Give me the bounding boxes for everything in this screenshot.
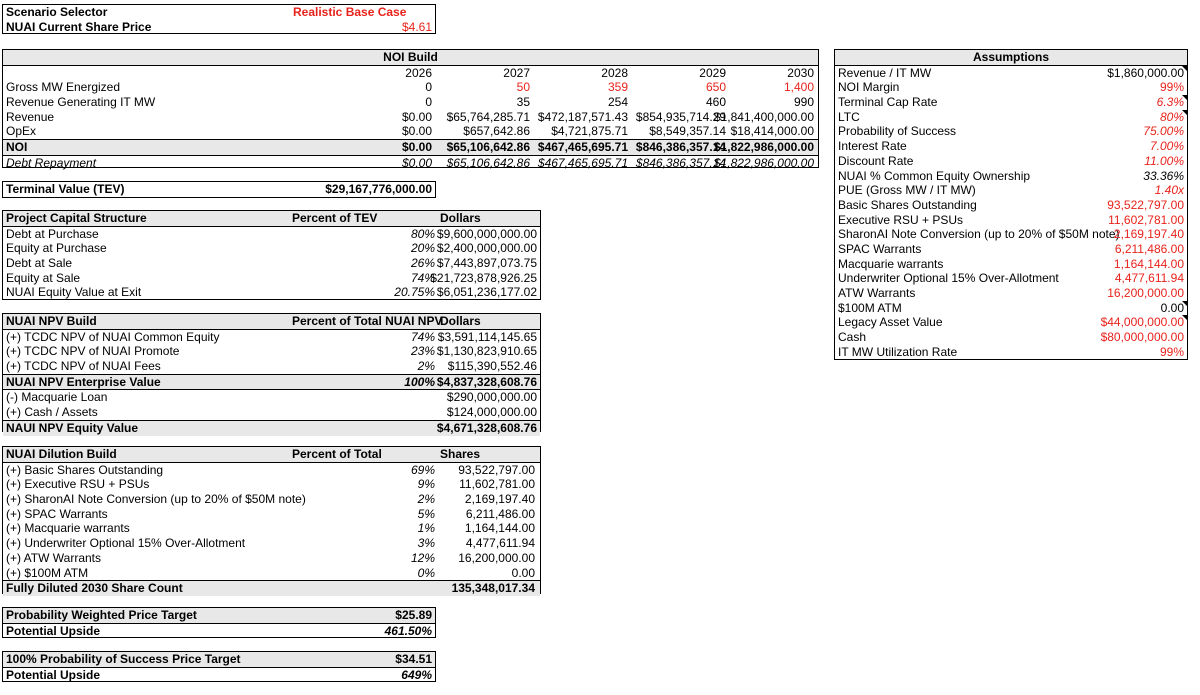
npv-row-dollars: $1,130,823,910.65 — [436, 344, 537, 359]
assumption-label: IT MW Utilization Rate — [838, 344, 958, 359]
capital-row-label: Equity at Purchase — [6, 241, 107, 256]
dilution-row-pct: 1% — [417, 521, 435, 536]
scenario-selector-row — [3, 5, 435, 20]
noi-cell: $0.00 — [401, 109, 432, 124]
noi-row — [3, 110, 818, 125]
npv-row-dollars: $4,837,328,608.76 — [436, 374, 537, 389]
noi-cell: $65,106,642.86 — [446, 155, 530, 170]
capital-row-pct: 26% — [410, 256, 435, 271]
noi-cell: $1,841,400,000.00 — [713, 109, 814, 124]
noi-row — [3, 95, 818, 110]
capital-row — [3, 227, 540, 242]
comment-indicator — [1182, 66, 1187, 71]
capital-row-pct: 74% — [410, 270, 435, 285]
capital-row-pct: 80% — [410, 226, 435, 241]
dilution-row — [3, 477, 540, 492]
npv-col-pct: Percent of Total NUAI NPV — [292, 314, 443, 328]
dilution-row-label: (+) Underwriter Optional 15% Over-Allotment — [6, 536, 246, 551]
noi-build-table — [2, 49, 819, 168]
noi-row — [3, 124, 818, 139]
dilution-row-pct: 12% — [410, 550, 435, 565]
capital-row-label: Debt at Purchase — [6, 226, 99, 241]
capital-row-pct: 20% — [410, 241, 435, 256]
npv-row — [3, 374, 540, 391]
dilution-row-label: (+) Basic Shares Outstanding — [6, 462, 164, 477]
dilution-row — [3, 580, 540, 596]
assumption-row — [835, 124, 1187, 139]
assumption-value: 0.00 — [1160, 300, 1184, 315]
npv-row-label: (+) TCDC NPV of NUAI Promote — [6, 344, 180, 359]
dilution-row-pct: 9% — [417, 477, 435, 492]
full-price-target-value: $34.51 — [395, 652, 432, 666]
noi-row — [3, 156, 818, 171]
dilution-row — [3, 521, 540, 536]
current-price-label: NUAI Current Share Price — [6, 19, 152, 34]
assumption-value[interactable]: 7.00% — [1149, 139, 1184, 154]
assumption-label: Basic Shares Outstanding — [838, 197, 977, 212]
pw-upside-row — [3, 624, 435, 639]
noi-cell: $0.00 — [401, 124, 432, 139]
noi-cell: $0.00 — [401, 140, 432, 155]
npv-row-dollars: $124,000,000.00 — [446, 405, 537, 420]
npv-row-label: (-) Macquarie Loan — [6, 390, 108, 405]
assumption-row — [835, 183, 1187, 198]
noi-cell: $472,187,571.43 — [537, 109, 628, 124]
noi-row-label: OpEx — [6, 124, 37, 139]
noi-row-label: Gross MW Energized — [6, 80, 121, 95]
noi-cell: $8,549,357.14 — [649, 124, 726, 139]
dilution-title: NUAI Dilution Build — [6, 447, 117, 461]
pw-upside-value: 461.50% — [384, 623, 432, 638]
dilution-row — [3, 507, 540, 522]
noi-cell[interactable]: 1,400 — [783, 80, 814, 95]
noi-cell: $0.00 — [401, 155, 432, 170]
noi-year-2027: 2027 — [503, 65, 530, 80]
noi-row-label: Debt Repayment — [6, 155, 97, 170]
npv-row-pct: 2% — [417, 359, 435, 374]
current-price-value[interactable]: $4.61 — [401, 19, 432, 34]
npv-row-pct: 100% — [404, 374, 435, 389]
noi-cell: $657,642.86 — [463, 124, 530, 139]
assumption-row — [835, 286, 1187, 301]
pw-price-target-box — [2, 607, 436, 638]
npv-row-label: (+) Cash / Assets — [6, 405, 98, 420]
assumption-value[interactable]: 6.3% — [1156, 95, 1184, 110]
assumption-value[interactable]: 11.00% — [1144, 153, 1184, 168]
noi-cell: $846,386,357.14 — [635, 155, 726, 170]
dilution-row-pct: 2% — [417, 492, 435, 507]
assumption-row — [835, 242, 1187, 257]
noi-cell: $467,465,695.71 — [537, 140, 628, 155]
capital-col-dollars: Dollars — [440, 211, 481, 225]
dilution-col-pct: Percent of Total — [292, 447, 382, 461]
noi-cell: 0 — [425, 80, 432, 95]
npv-row-dollars: $3,591,114,145.65 — [437, 329, 537, 344]
scenario-selector-label: Scenario Selector — [6, 5, 108, 19]
noi-cell: $846,386,357.14 — [635, 140, 726, 155]
capital-row — [3, 256, 540, 271]
capital-row-label: Equity at Sale — [6, 270, 81, 285]
assumption-row — [835, 198, 1187, 213]
assumption-value[interactable]: 2,169,197.40 — [1113, 227, 1184, 242]
tev-label: Terminal Value (TEV) — [6, 182, 125, 196]
assumption-label: Discount Rate — [838, 153, 914, 168]
assumption-value: $1,860,000.00 — [1107, 65, 1184, 80]
assumption-row — [835, 66, 1187, 81]
assumption-value[interactable]: 1.40x — [1154, 183, 1184, 198]
npv-col-dollars: Dollars — [440, 314, 481, 328]
pw-price-target-value: $25.89 — [395, 608, 432, 622]
current-price-row — [3, 20, 435, 35]
noi-cell: $4,721,875.71 — [551, 124, 628, 139]
noi-cell: 460 — [705, 95, 726, 110]
npv-row-label: NAUI NPV Equity Value — [6, 420, 139, 435]
pw-upside-label: Potential Upside — [6, 623, 101, 638]
noi-cell: $18,414,000.00 — [730, 124, 814, 139]
noi-cell: $467,465,695.71 — [537, 155, 628, 170]
dilution-build-table — [2, 446, 541, 594]
dilution-row-pct: 0% — [417, 565, 435, 580]
npv-header — [3, 314, 540, 330]
capital-row-dollars: $21,723,878,926.25 — [430, 270, 537, 285]
dilution-row-pct: 69% — [410, 462, 435, 477]
npv-row-label: (+) TCDC NPV of NUAI Common Equity — [6, 329, 220, 344]
npv-row — [3, 359, 540, 374]
noi-build-header — [3, 50, 818, 66]
assumption-row — [835, 169, 1187, 184]
dilution-row — [3, 463, 540, 478]
noi-cell: 254 — [607, 95, 628, 110]
noi-years-row — [3, 66, 818, 81]
capital-col-pct: Percent of TEV — [292, 211, 378, 225]
capital-row — [3, 271, 540, 286]
scenario-box — [2, 4, 436, 34]
assumption-label: $100M ATM — [838, 300, 902, 315]
noi-row-label: Revenue — [6, 109, 55, 124]
npv-row — [3, 344, 540, 359]
dilution-col-shares: Shares — [440, 447, 481, 461]
assumptions-header — [835, 50, 1187, 66]
assumption-row — [835, 95, 1187, 110]
noi-row — [3, 80, 818, 95]
comment-indicator — [1182, 95, 1187, 100]
noi-year-2026: 2026 — [405, 65, 432, 80]
assumption-row — [835, 257, 1187, 272]
npv-row — [3, 390, 540, 405]
dilution-row-label: (+) $100M ATM — [6, 565, 89, 580]
assumption-value[interactable]: 1,164,144.00 — [1113, 256, 1184, 271]
assumption-row — [835, 315, 1187, 330]
dilution-row — [3, 551, 540, 566]
noi-year-2028: 2028 — [601, 65, 628, 80]
dilution-row-label: (+) Macquarie warrants — [6, 521, 130, 536]
capital-row-dollars: $9,600,000,000.00 — [436, 226, 537, 241]
capital-title: Project Capital Structure — [6, 211, 147, 225]
capital-row-dollars: $7,443,897,073.75 — [436, 256, 537, 271]
noi-cell: 35 — [516, 95, 530, 110]
assumption-label: SPAC Warrants — [838, 241, 922, 256]
assumption-label: Cash — [838, 330, 867, 345]
assumption-value: 33.36% — [1143, 168, 1184, 183]
capital-row — [3, 285, 540, 300]
dilution-row-shares: 16,200,000.00 — [458, 550, 535, 565]
assumption-label: SharonAI Note Conversion (up to 20% of $50M note) — [838, 227, 1120, 242]
noi-cell: $854,935,714.29 — [635, 109, 726, 124]
noi-row — [3, 139, 818, 156]
npv-row-dollars: $115,390,552.46 — [447, 359, 537, 374]
npv-row-pct: 74% — [410, 329, 435, 344]
dilution-row-label: (+) SharonAI Note Conversion (up to 20% of $50M note) — [6, 492, 306, 507]
assumptions-title: Assumptions — [972, 50, 1049, 64]
assumption-value[interactable]: 99% — [1159, 344, 1184, 359]
full-upside-label: Potential Upside — [6, 667, 101, 682]
dilution-row-shares: 4,477,611.94 — [465, 536, 535, 551]
assumption-row — [835, 80, 1187, 95]
dilution-row-label: (+) ATW Warrants — [6, 550, 102, 565]
assumption-row — [835, 227, 1187, 242]
assumption-row — [835, 213, 1187, 228]
assumption-label: Probability of Success — [838, 124, 957, 139]
assumption-row — [835, 154, 1187, 169]
capital-row-pct: 20.75% — [394, 285, 435, 300]
assumption-label: Executive RSU + PSUs — [838, 212, 964, 227]
assumption-label: NUAI % Common Equity Ownership — [838, 168, 1031, 183]
assumption-label: NOI Margin — [838, 80, 900, 95]
assumption-value[interactable]: 93,522,797.00 — [1107, 197, 1184, 212]
dilution-row-shares: 0.00 — [511, 565, 535, 580]
dilution-row-shares: 6,211,486.00 — [465, 506, 535, 521]
dilution-row-shares: 1,164,144.00 — [464, 521, 535, 536]
dilution-row-shares: 93,522,797.00 — [458, 462, 535, 477]
noi-cell: $1,822,986,000.00 — [713, 155, 814, 170]
full-upside-row — [3, 668, 435, 683]
full-price-target-row — [3, 652, 435, 668]
npv-row — [3, 405, 540, 420]
assumption-label: Macquarie warrants — [838, 256, 944, 271]
noi-row-label: NOI — [6, 140, 28, 155]
dilution-row-shares: 2,169,197.40 — [464, 492, 535, 507]
dilution-row-label: Fully Diluted 2030 Share Count — [6, 581, 183, 596]
npv-row-dollars: $290,000,000.00 — [446, 390, 537, 405]
noi-year-2030: 2030 — [787, 65, 814, 80]
capital-row — [3, 241, 540, 256]
capital-row-label: NUAI Equity Value at Exit — [6, 285, 142, 300]
npv-row-label: (+) TCDC NPV of NUAI Fees — [6, 359, 161, 374]
noi-cell: $65,106,642.86 — [446, 140, 530, 155]
assumption-row — [835, 139, 1187, 154]
assumption-value[interactable]: 99% — [1159, 80, 1184, 95]
dilution-row-shares: 11,602,781.00 — [459, 477, 535, 492]
assumption-label: Interest Rate — [838, 139, 907, 154]
assumption-label: Revenue / IT MW — [838, 65, 932, 80]
capital-row-dollars: $2,400,000,000.00 — [436, 241, 537, 256]
npv-title: NUAI NPV Build — [6, 314, 97, 328]
assumption-label: ATW Warrants — [838, 286, 916, 300]
assumption-value[interactable]: 4,477,611.94 — [1114, 271, 1184, 286]
dilution-row-label: (+) SPAC Warrants — [6, 506, 108, 521]
assumption-value[interactable]: $80,000,000.00 — [1100, 330, 1184, 345]
npv-row — [3, 420, 540, 436]
dilution-row-shares: 135,348,017.34 — [451, 581, 535, 596]
dilution-row — [3, 536, 540, 551]
capital-row-dollars: $6,051,236,177.02 — [436, 285, 537, 300]
noi-build-title: NOI Build — [383, 50, 438, 64]
capital-header — [3, 211, 540, 227]
assumption-label: PUE (Gross MW / IT MW) — [838, 183, 976, 198]
noi-cell: $1,822,986,000.00 — [713, 140, 814, 155]
capital-structure-table — [2, 210, 541, 300]
dilution-row-pct: 5% — [417, 506, 435, 521]
scenario-selector-value[interactable]: Realistic Base Case — [293, 5, 407, 19]
assumption-value[interactable]: 16,200,000.00 — [1107, 286, 1184, 300]
tev-row — [3, 182, 435, 197]
pw-price-target-label: Probability Weighted Price Target — [6, 608, 197, 622]
assumption-row — [835, 345, 1187, 360]
assumption-value[interactable]: 75.00% — [1143, 124, 1184, 139]
assumption-row — [835, 110, 1187, 125]
noi-cell[interactable]: 359 — [607, 80, 628, 95]
noi-cell[interactable]: 650 — [705, 80, 726, 95]
pw-price-target-row — [3, 608, 435, 624]
comment-indicator — [1182, 301, 1187, 306]
tev-box — [2, 181, 436, 198]
npv-build-table — [2, 313, 541, 435]
noi-cell: $65,764,285.71 — [446, 109, 530, 124]
assumption-value[interactable]: $44,000,000.00 — [1100, 315, 1184, 330]
assumption-row — [835, 330, 1187, 345]
npv-row-pct: 23% — [410, 344, 435, 359]
assumption-row — [835, 301, 1187, 316]
dilution-row-label: (+) Executive RSU + PSUs — [6, 477, 150, 492]
noi-row-label: Revenue Generating IT MW — [6, 95, 156, 110]
comment-indicator — [1182, 315, 1187, 320]
dilution-row — [3, 492, 540, 507]
noi-cell: 0 — [425, 95, 432, 110]
assumption-label: Underwriter Optional 15% Over-Allotment — [838, 271, 1059, 286]
assumption-value[interactable]: 11,602,781.00 — [1108, 212, 1184, 227]
full-upside-value: 649% — [401, 667, 432, 682]
npv-row-dollars: $4,671,328,608.76 — [436, 420, 537, 435]
assumption-label: Terminal Cap Rate — [838, 95, 938, 110]
full-price-target-box — [2, 651, 436, 682]
noi-cell[interactable]: 50 — [516, 80, 530, 95]
assumptions-table — [834, 49, 1188, 360]
assumption-row — [835, 271, 1187, 286]
assumption-value[interactable]: 6,211,486.00 — [1114, 241, 1184, 256]
npv-row — [3, 330, 540, 345]
dilution-header — [3, 447, 540, 463]
full-price-target-label: 100% Probability of Success Price Target — [6, 652, 241, 666]
assumption-label: LTC — [838, 109, 860, 124]
npv-row-label: NUAI NPV Enterprise Value — [6, 374, 161, 389]
tev-value: $29,167,776,000.00 — [325, 182, 432, 196]
capital-row-label: Debt at Sale — [6, 256, 73, 271]
noi-year-2029: 2029 — [699, 65, 726, 80]
assumption-value[interactable]: 80% — [1159, 109, 1184, 124]
dilution-row-pct: 3% — [417, 536, 435, 551]
comment-indicator — [1182, 110, 1187, 115]
dilution-row — [3, 566, 540, 581]
assumption-label: Legacy Asset Value — [838, 315, 943, 330]
noi-cell: 990 — [793, 95, 814, 110]
